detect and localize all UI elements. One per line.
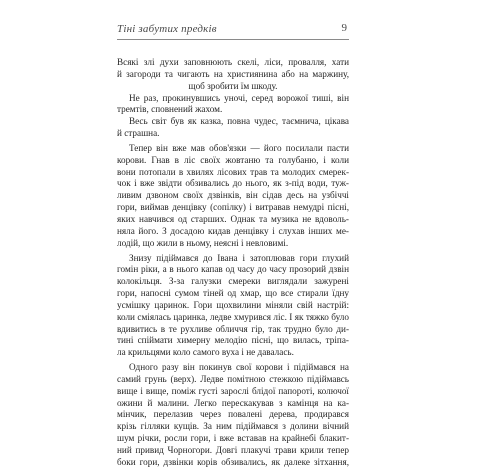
page-number: 9 bbox=[341, 22, 347, 34]
text-line: шум річки, росли гори, і вже вставав на крайнебі блакит- bbox=[117, 433, 349, 444]
text-line: Всякі злі духи заповнюють скелі, ліси, провалля, хати bbox=[117, 57, 349, 67]
text-line: Знизу підіймався до Івана і затоплював гори глухий bbox=[129, 252, 349, 263]
text-line: самий грунь (верх). Ледве помітною стежкою підіймавсь bbox=[117, 373, 349, 384]
text-line: коли сміялась царинка, ледве хмурився ліс. І як тяжко було bbox=[117, 311, 349, 322]
text-line: й загороди та чигають на християнина або на маржину, bbox=[117, 68, 349, 79]
paragraph bbox=[117, 116, 349, 140]
text-line: ожини й малини. Легко перескакував з камінця на ка- bbox=[117, 397, 349, 408]
text-line: яких навчився од старших. Однак та музика не вдоволь- bbox=[117, 213, 349, 224]
text-line: гори, напосні сумом тіней од хмар, що все стирали їдну bbox=[117, 288, 349, 299]
running-title: Тіні забутих предків bbox=[117, 23, 217, 35]
text-line: лодій, що жили в ньому, неясні і невловимі. bbox=[117, 237, 289, 248]
text-line: тині спіймати химерну мелодію пісні, що вилась, тріпа- bbox=[117, 335, 349, 346]
text-line: чок і вже звідти обзивались до нього, як з-під води, туж- bbox=[117, 178, 349, 189]
running-header bbox=[117, 21, 349, 40]
text-line: усмішку царинок. Гори щохвилини міняли свій настрій: bbox=[117, 299, 349, 310]
text-line: боки гори, дзвінки корів обзивались, як далеке зітхання, bbox=[117, 456, 349, 467]
body-text bbox=[117, 57, 349, 469]
text-line: вдивитись в те рухливе обличчя гір, так трудно було ди- bbox=[117, 323, 349, 334]
text-line: ла крильцями коло самого вуха і не давалась. bbox=[117, 347, 294, 358]
text-line: гомін ріки, а в нього капав од часу до часу прозорий дзвін bbox=[117, 264, 349, 275]
text-line: Весь світ був як казка, повна чудес, таємнича, цікава bbox=[129, 116, 349, 127]
text-line: мінчик, перелазив через повалені дерева, продирався bbox=[117, 409, 349, 420]
text-line: гори, виймав денцівку (сопілку) і витравав немудрі пісні, bbox=[117, 202, 349, 213]
text-line: щоб зробити їм шкоду. bbox=[188, 80, 278, 91]
text-line: крізь гілляки кущів. За ним підіймався з долини вічний bbox=[117, 421, 349, 432]
text-line: Не раз, прокинувшись уночі, серед ворожої тиші, він bbox=[129, 92, 349, 103]
text-line: й страшна. bbox=[117, 128, 160, 139]
text-line: Тепер він вже мав обов'язки — його посилали пасти bbox=[129, 142, 349, 153]
text-line: ний привид Чорногори. Довгі плакучі трави крили тепер bbox=[117, 445, 349, 455]
text-line: вище і вище, поміж густі зарослі блідої папороті, колючої bbox=[117, 385, 349, 396]
paragraph bbox=[117, 93, 349, 117]
text-line: корови. Гнав в ліс своїх жовтаню та голубаню, і коли bbox=[117, 154, 349, 165]
paragraph bbox=[117, 143, 349, 250]
paragraph bbox=[117, 57, 349, 93]
text-line: вони потопали в хвилях лісових трав та молодих смерек- bbox=[117, 166, 349, 177]
text-line: тремтів, сповнений жахом. bbox=[117, 104, 223, 115]
text-line: няла його. З досадою кидав денцівку і слухав інших ме- bbox=[117, 225, 349, 236]
text-line: ливим дзвоном своїх дзвінків, він сідав десь на узбіччі bbox=[117, 190, 349, 201]
text-line: колокільця. З-за галузки смереки виглядали зажурені bbox=[117, 276, 349, 287]
paragraph bbox=[117, 362, 349, 469]
text-line: Одного разу він покинув свої корови і підіймався на bbox=[129, 362, 349, 373]
paragraph bbox=[117, 253, 349, 360]
